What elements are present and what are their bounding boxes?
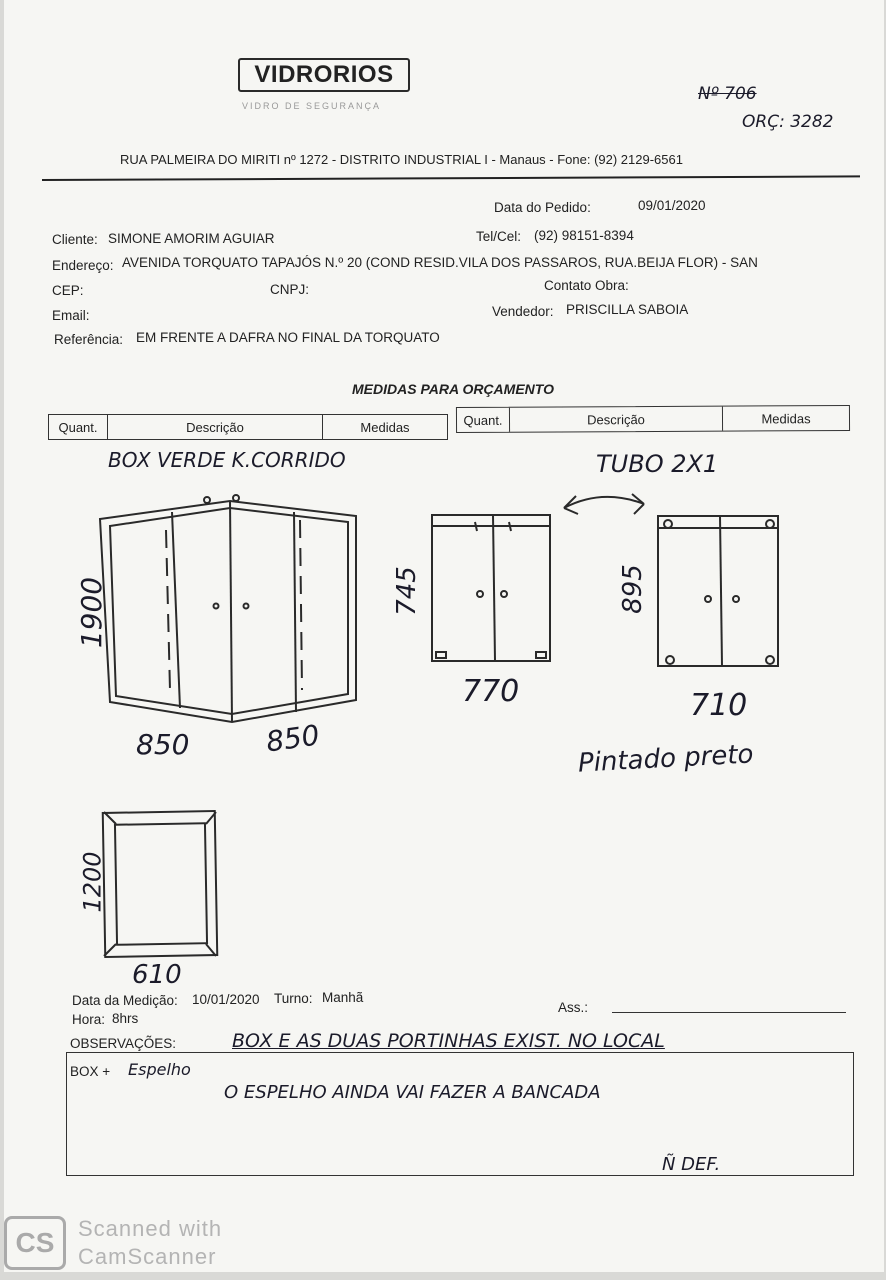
section-title: MEDIDAS PARA ORÇAMENTO bbox=[352, 381, 554, 397]
door2-width: 710 bbox=[690, 688, 748, 723]
logo-subtitle: VIDRO DE SEGURANÇA bbox=[242, 101, 382, 111]
hora-value: 8hrs bbox=[112, 1011, 139, 1026]
camscanner-line1: Scanned with bbox=[78, 1216, 223, 1241]
door2-height: 895 bbox=[617, 564, 648, 614]
signature-line bbox=[612, 1012, 846, 1013]
box-width-left: 850 bbox=[136, 728, 190, 761]
reference-value: EM FRENTE A DAFRA NO FINAL DA TORQUATO bbox=[136, 330, 440, 345]
obs-box-label: BOX + bbox=[70, 1064, 111, 1079]
vendedor-value: PRISCILLA SABOIA bbox=[566, 302, 689, 317]
client-label: Cliente: bbox=[52, 232, 98, 247]
door1-height: 745 bbox=[391, 566, 422, 616]
obs-handwritten-line: BOX E AS DUAS PORTINHAS EXIST. NO LOCAL bbox=[232, 1030, 665, 1052]
obs-def: Ñ DEF. bbox=[662, 1154, 721, 1175]
double-arrow-sketch bbox=[564, 494, 644, 514]
col-descricao: Descrição bbox=[510, 407, 723, 432]
order-sheet bbox=[4, 0, 884, 1272]
company-logo: VIDRORIOS bbox=[238, 58, 410, 92]
tubo-title: TUBO 2X1 bbox=[596, 450, 719, 478]
camscanner-line2: CamScanner bbox=[78, 1244, 217, 1269]
door-set-1-sketch bbox=[432, 515, 550, 661]
tel-value: (92) 98151-8394 bbox=[534, 228, 634, 243]
col-descricao: Descrição bbox=[108, 415, 323, 439]
email-label: Email: bbox=[52, 308, 90, 323]
order-number-struck: Nº 706 bbox=[698, 84, 757, 104]
box-title: BOX VERDE K.CORRIDO bbox=[108, 448, 346, 472]
mirror-height: 1200 bbox=[78, 851, 107, 913]
obs-box-handwritten: Espelho bbox=[128, 1060, 191, 1079]
col-quant: Quant. bbox=[49, 415, 108, 439]
address-value: AVENIDA TORQUATO TAPAJÓS N.º 20 (COND RESID.VILA DOS PASSAROS, RUA.BEIJA FLOR) - SAN bbox=[122, 255, 758, 270]
measure-date-value: 10/01/2020 bbox=[192, 992, 260, 1007]
door1-width: 770 bbox=[462, 674, 520, 709]
mirror-sketch bbox=[103, 811, 217, 957]
col-quant: Quant. bbox=[457, 408, 510, 432]
door-set-2-sketch bbox=[658, 516, 778, 666]
cep-label: CEP: bbox=[52, 283, 84, 298]
cnpj-label: CNPJ: bbox=[270, 282, 310, 297]
client-value: SIMONE AMORIM AGUIAR bbox=[108, 231, 275, 246]
mirror-width: 610 bbox=[132, 960, 182, 990]
obs-label: OBSERVAÇÕES: bbox=[70, 1036, 177, 1051]
shower-box-sketch bbox=[100, 495, 356, 722]
signature-label: Ass.: bbox=[558, 1000, 589, 1015]
vendedor-label: Vendedor: bbox=[492, 304, 554, 319]
contato-label: Contato Obra: bbox=[544, 278, 629, 293]
address-label: Endereço: bbox=[52, 258, 114, 273]
measure-date-label: Data da Medição: bbox=[72, 993, 178, 1008]
col-medidas: Medidas bbox=[761, 410, 811, 426]
obs-note: O ESPELHO AINDA VAI FAZER A BANCADA bbox=[224, 1082, 601, 1103]
tel-label: Tel/Cel: bbox=[476, 229, 522, 244]
box-width-right: 850 bbox=[263, 718, 322, 759]
turno-label: Turno: bbox=[274, 991, 313, 1006]
box-height: 1900 bbox=[75, 576, 109, 649]
reference-label: Referência: bbox=[54, 332, 124, 347]
company-address: RUA PALMEIRA DO MIRITI nº 1272 - DISTRITO INDUSTRIAL I - Manaus - Fone: (92) 2129-6561 bbox=[120, 152, 683, 167]
col-medidas: Medidas bbox=[360, 419, 410, 435]
order-date-label: Data do Pedido: bbox=[494, 200, 591, 215]
order-date-value: 09/01/2020 bbox=[638, 198, 706, 213]
orc-number: ORÇ: 3282 bbox=[742, 112, 834, 132]
paint-note: Pintado preto bbox=[577, 739, 755, 779]
hora-label: Hora: bbox=[72, 1012, 106, 1027]
turno-value: Manhã bbox=[322, 990, 364, 1005]
camscanner-logo: CS bbox=[4, 1216, 66, 1270]
